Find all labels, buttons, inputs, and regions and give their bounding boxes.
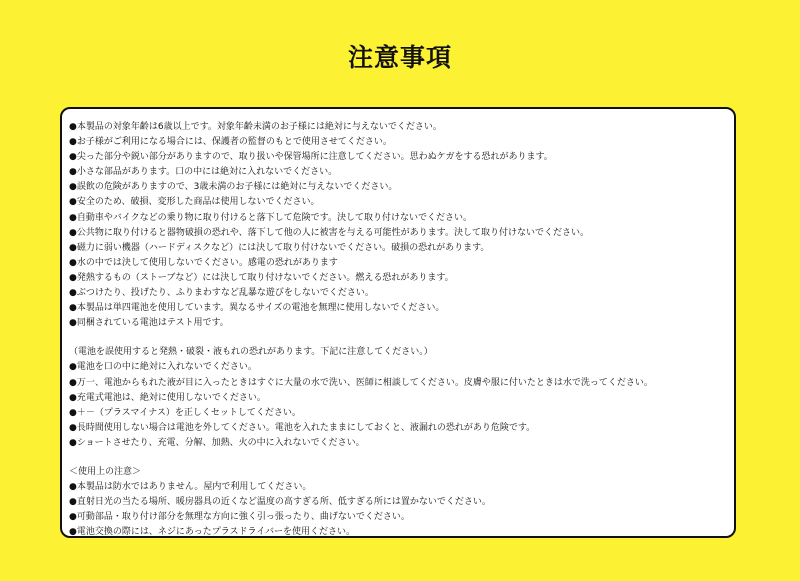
- warning-item: ●小さな部品があります。口の中には絶対に入れないでください。: [69, 167, 338, 178]
- warning-item: ●尖った部分や鋭い部分がありますので、取り扱いや保管場所に注意してください。思わぬケガをする恐れがあります。: [69, 152, 553, 163]
- battery-warnings-section: [69, 345, 726, 451]
- warning-item: ●同梱されている電池はテスト用です。: [69, 318, 229, 329]
- warning-item: ●本製品は単四電池を使用しています。異なるサイズの電池を無理に使用しないでください。: [69, 303, 445, 314]
- warning-item: ●自動車やバイクなどの乗り物に取り付けると落下して危険です。決して取り付けないでください。: [69, 212, 472, 223]
- usage-note-item: ●直射日光の当たる場所、暖房器具の近くなど温度の高すぎる所、低すぎる所には置かないでください。: [69, 497, 491, 508]
- page-title: 注意事項: [347, 43, 452, 72]
- warning-item: ●誤飲の危険がありますので、3歳未満のお子様には絶対に与えないでください。: [69, 182, 398, 193]
- battery-warning-item: ●長時間使用しない場合は電池を外してください。電池を入れたままにしておくと、液漏れの恐れがあり危険です。: [69, 422, 536, 433]
- battery-warning-item: ●＋－（プラスマイナス）を正しくセットしてください。: [69, 407, 301, 418]
- notice-box: [60, 107, 736, 538]
- battery-warning-item: ●充電式電池は、絶対に使用しないでください。: [69, 392, 266, 403]
- usage-section-heading: ＜使用上の注意＞: [69, 466, 142, 477]
- battery-warning-item: ●ショートさせたり、充電、分解、加熱、火の中に入れないでください。: [69, 437, 365, 448]
- usage-note-item: ●可動部品・取り付け部分を無理な方向に強く引っ張ったり、曲げないでください。: [69, 512, 410, 523]
- battery-warning-item: ●電池を口の中に絶対に入れないでください。: [69, 362, 257, 373]
- warning-item: ●磁力に弱い機器（ハードディスクなど）には決して取り付けないでください。破損の恐れがあります。: [69, 242, 490, 253]
- warning-item: ●発熱するもの（ストーブなど）には決して取り付けないでください。燃える恐れがあります。: [69, 272, 454, 283]
- warning-item: ●お子様がご利用になる場合には、保護者の監督のもとで使用させてください。: [69, 137, 392, 148]
- warning-item: ●公共物に取り付けると器物破損の恐れや、落下して他の人に被害を与える可能性があります。決して取り付けないでください。: [69, 227, 589, 238]
- general-warnings-section: [69, 120, 726, 331]
- warning-item: ●ぶつけたり、投げたり、ふりまわすなど乱暴な遊びをしないでください。: [69, 288, 374, 299]
- battery-warning-item: ●万一、電池からもれた液が目に入ったときはすぐに大量の水で洗い、医師に相談してください。皮膚や服に付いたときは水で洗ってください。: [69, 377, 653, 388]
- usage-notes-section: [69, 465, 726, 538]
- warning-item: ●本製品の対象年齢は6歳以上です。対象年齢未満のお子様には絶対に与えないでください。: [69, 122, 442, 132]
- warning-item: ●水の中では決して使用しないでください。感電の恐れがあります: [69, 257, 338, 268]
- usage-note-item: ●電池交換の際には、ネジにあったプラスドライバーを使用ください。: [69, 527, 356, 538]
- battery-section-heading: （電池を誤使用すると発熱・破裂・液もれの恐れがあります。下記に注意してください。）: [69, 347, 433, 358]
- warning-item: ●安全のため、破損、変形した商品は使用しないでください。: [69, 197, 320, 208]
- usage-note-item: ●本製品は防水ではありません。屋内で利用してください。: [69, 482, 312, 493]
